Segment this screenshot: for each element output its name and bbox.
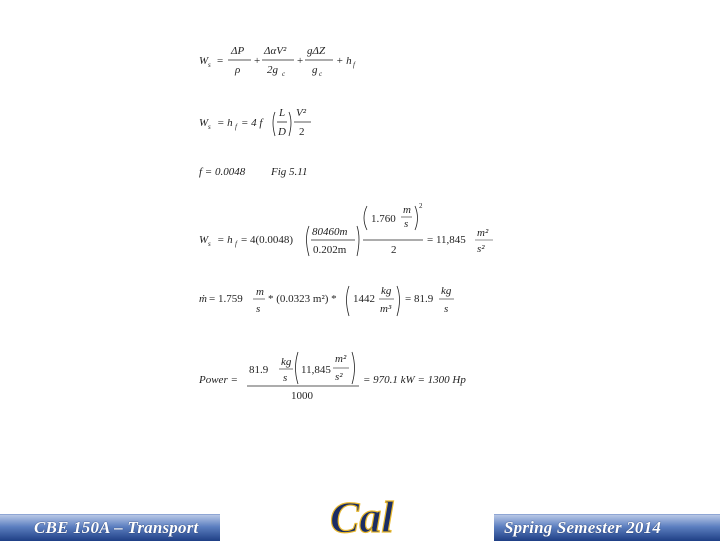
eq4-result: = 11,845 xyxy=(427,234,466,246)
eq5-u3-den: s xyxy=(444,303,449,315)
eq4-lhs-sub: s xyxy=(208,240,211,248)
eq5-area: * (0.0323 m²) * xyxy=(268,293,337,305)
eq2-frac2-den: 2 xyxy=(299,126,305,138)
eq4-inner-unit-num: m xyxy=(403,204,411,216)
eq1-lhs-sub: s xyxy=(208,61,211,69)
eq1-term3-den: g xyxy=(312,64,318,76)
mass-flow-calculation xyxy=(199,285,454,316)
eq1-tail-sub: f xyxy=(353,61,355,69)
eq1-term1-den: ρ xyxy=(235,64,241,76)
eq6-num-a: 81.9 xyxy=(249,364,269,376)
eq4-frac1-num: 80460m xyxy=(312,226,348,238)
eq6-result: = 970.1 kW = 1300 Hp xyxy=(363,374,466,386)
eq4-coef: = 4(0.0048) xyxy=(241,234,294,246)
semester-label: Spring Semester 2014 xyxy=(504,518,662,537)
head-loss-calculation xyxy=(199,202,493,256)
eq4-inner-unit-den: s xyxy=(404,218,409,230)
eq6-den: 1000 xyxy=(291,390,313,400)
footer-semester-bar xyxy=(494,514,720,541)
eq1-term2-den: 2g xyxy=(267,64,278,76)
eq5-u1-num: m xyxy=(256,286,264,298)
eq3-text: f = 0.0048 xyxy=(199,166,246,178)
svg-text:+: + xyxy=(297,55,304,67)
eq4-lhs: W xyxy=(199,234,209,246)
eq2-lhs-sub: s xyxy=(208,123,211,131)
cal-logo xyxy=(326,486,398,540)
eq2-frac2-num: V² xyxy=(296,107,307,119)
eq5-u3-num: kg xyxy=(441,285,452,297)
eq3-ref: Fig 5.11 xyxy=(271,166,308,178)
eq2-lhs: W xyxy=(199,117,209,129)
eq4-den2: 2 xyxy=(391,244,397,256)
course-label: CBE 150A – Transport xyxy=(34,518,199,537)
equation-block xyxy=(195,40,515,400)
eq1-lhs: W xyxy=(199,55,209,67)
eq5-eq: = 1.759 xyxy=(209,293,243,305)
eq1-term3-den-sub: c xyxy=(319,70,323,78)
friction-factor-line xyxy=(199,166,307,178)
footer-course-bar xyxy=(0,514,220,541)
eq2-frac1-den: D xyxy=(278,126,286,138)
eq6-lhs: Power = xyxy=(199,374,238,386)
eq5-rho: 1442 xyxy=(353,293,375,305)
power-calculation xyxy=(198,352,466,400)
eq6-num-b: 11,845 xyxy=(301,364,331,376)
eq5-u1-den: s xyxy=(256,303,261,315)
eq6-num-a-unit-num: kg xyxy=(281,356,292,368)
eq1-equals: = xyxy=(217,55,224,67)
eq6-num-a-unit-den: s xyxy=(283,372,288,384)
eq1-term2-den-sub: c xyxy=(282,70,286,78)
eq6-num-b-unit-den: s² xyxy=(335,371,343,383)
svg-text:+: + xyxy=(254,55,261,67)
eq4-result-unit-den: s² xyxy=(477,243,485,255)
eq1-term2-num: ΔαV² xyxy=(264,45,287,57)
energy-balance-equation xyxy=(199,45,356,78)
eq5-u2-den: m³ xyxy=(380,303,392,315)
friction-work-equation xyxy=(199,107,311,138)
eq4-frac1-den: 0.202m xyxy=(313,244,347,256)
eq5-result: = 81.9 xyxy=(405,293,434,305)
eq4-mid-sub: f xyxy=(235,240,237,248)
eq2-rest: = 4 f xyxy=(241,117,263,129)
eq4-inner-num: 1.760 xyxy=(371,213,396,225)
eq1-term1-num: ΔP xyxy=(231,45,245,57)
eq2-frac1-num: L xyxy=(279,107,286,119)
cal-logo-text: Cal xyxy=(330,493,394,540)
eq2-mid-sub: f xyxy=(235,123,237,131)
eq6-num-b-unit-num: m² xyxy=(335,353,347,365)
eq4-result-unit-num: m² xyxy=(477,227,489,239)
eq4-mid: = h xyxy=(217,234,233,246)
eq5-u2-num: kg xyxy=(381,285,392,297)
eq5-lhs: ṁ xyxy=(199,293,207,305)
eq1-term3-num: gΔZ xyxy=(307,45,326,57)
eq4-inner-power: 2 xyxy=(419,202,423,210)
eq1-tail: + h xyxy=(336,55,352,67)
eq2-mid: = h xyxy=(217,117,233,129)
